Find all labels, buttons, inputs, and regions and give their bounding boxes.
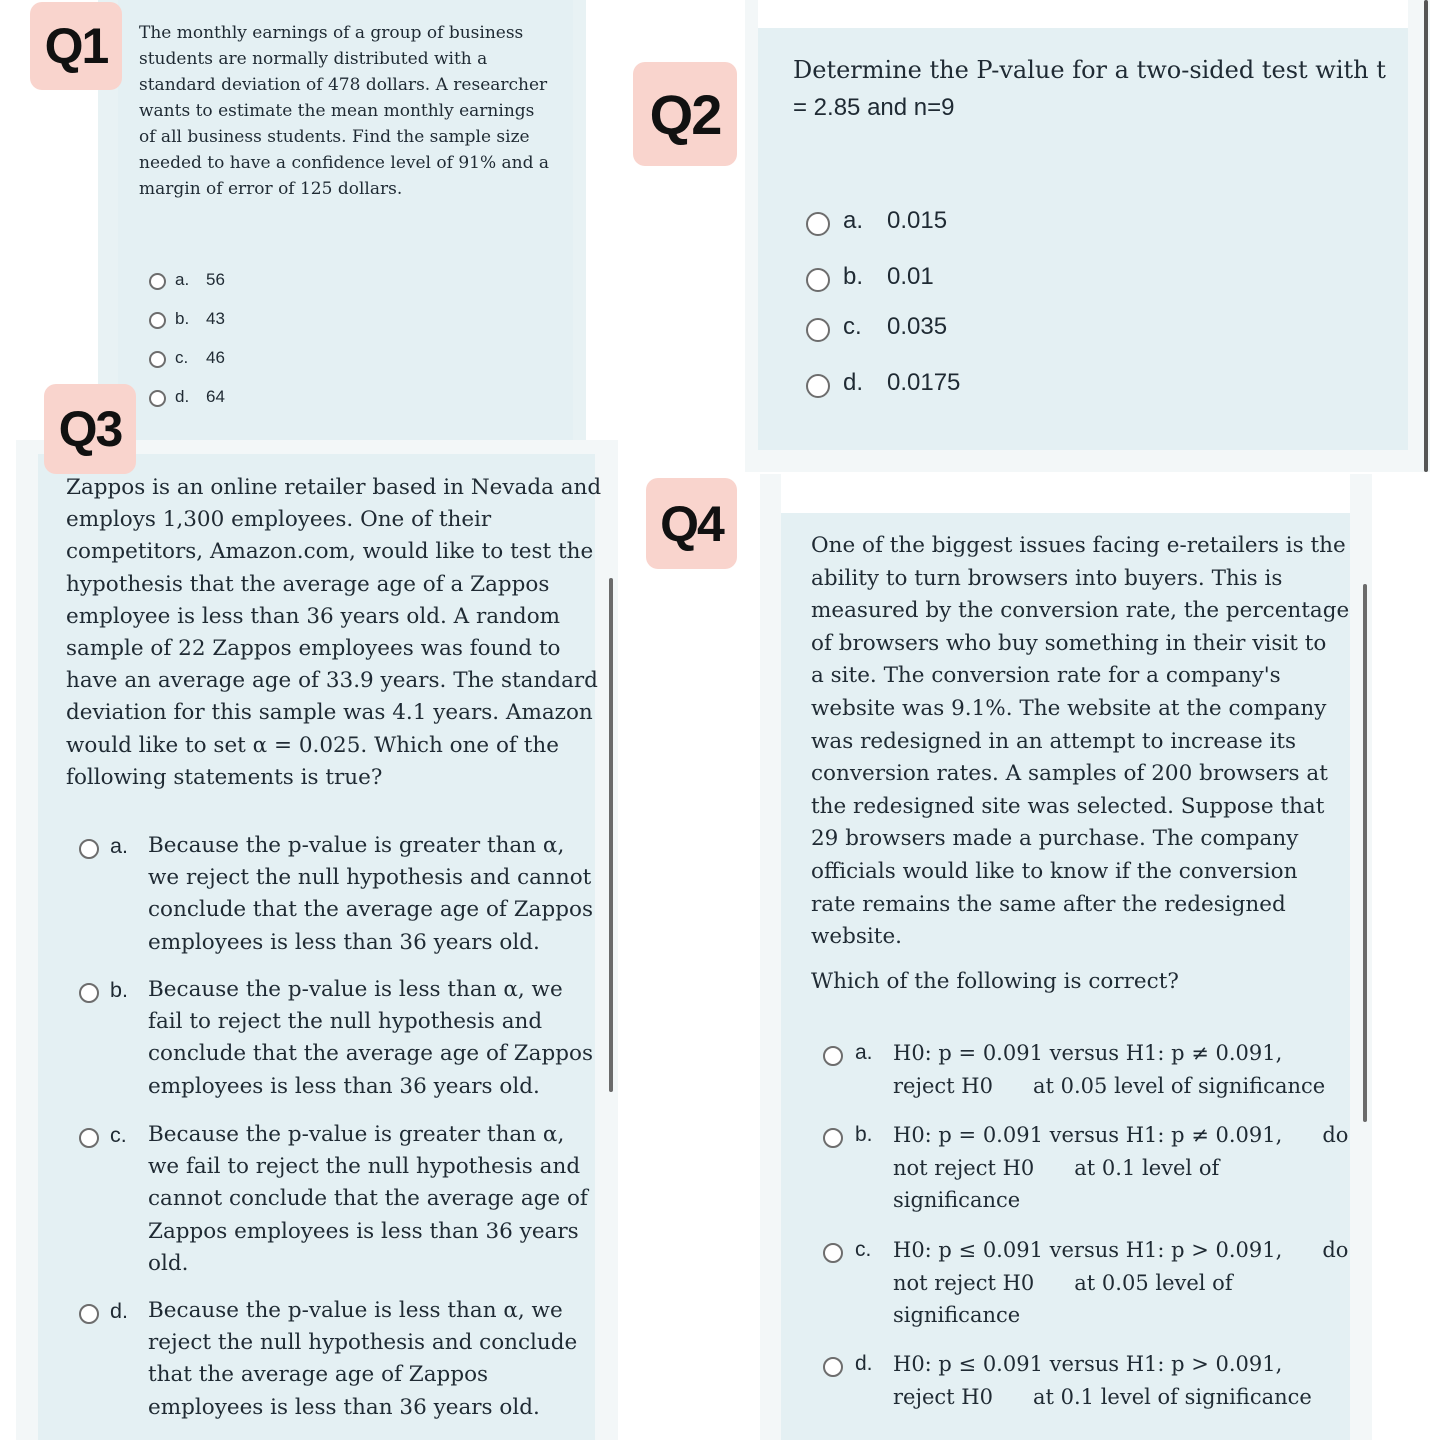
option-text: 56: [206, 270, 225, 289]
option-line: reject H0 at 0.1 level of significance: [893, 1384, 1312, 1409]
radio-button[interactable]: [149, 351, 166, 368]
q4-line: website was 9.1%. The website at the company: [811, 695, 1327, 721]
q4-line: officials would like to know if the conversion: [811, 858, 1298, 884]
option-line: Because the p-value is less than α, we: [148, 977, 563, 1002]
q3-option-a[interactable]: [79, 830, 593, 959]
radio-button[interactable]: [79, 1128, 99, 1148]
option-line: employees is less than 36 years old.: [148, 1073, 540, 1099]
option-letter: b.: [855, 1123, 873, 1146]
q1-line: students are normally distributed with a: [139, 49, 488, 69]
radio-button[interactable]: [823, 1357, 843, 1377]
option-letter: a.: [175, 270, 190, 289]
q4-line: measured by the conversion rate, the percentage: [811, 598, 1350, 624]
q2-option-a[interactable]: [806, 207, 947, 236]
q4-line: was redesigned in an attempt to increase its: [811, 728, 1297, 754]
q4-badge: Q4: [646, 478, 737, 569]
radio-button[interactable]: [806, 374, 830, 398]
option-line: old.: [148, 1250, 189, 1276]
q2-badge: Q2: [633, 62, 737, 166]
radio-button[interactable]: [79, 983, 99, 1003]
q4-option-a[interactable]: [823, 1037, 1325, 1102]
q3-line: deviation for this sample was 4.1 years. Amazon: [66, 700, 593, 726]
q4-line: a site. The conversion rate for a company's: [811, 663, 1281, 689]
option-line: not reject H0 at 0.05 level of: [893, 1270, 1233, 1295]
option-text: 0.01: [887, 263, 934, 290]
q4-line: 29 browsers made a purchase. The company: [811, 826, 1299, 852]
q3-line: following statements is true?: [66, 764, 383, 790]
option-letter: d.: [110, 1299, 128, 1323]
q4-scrollbar[interactable]: [1363, 584, 1367, 1122]
q1-question: [139, 20, 549, 202]
option-text: [893, 1037, 1325, 1102]
option-letter: d.: [175, 387, 190, 406]
option-line: Because the p-value is greater than α,: [148, 833, 565, 858]
option-letter: c.: [855, 1238, 872, 1261]
q4-line: One of the biggest issues facing e-retailers is the: [811, 533, 1346, 558]
option-text: 43: [206, 309, 225, 328]
q2-option-c[interactable]: [806, 313, 947, 342]
q4-line: ability to turn browsers into buyers. This is: [811, 565, 1283, 591]
q4-line: the redesigned site was selected. Suppose that: [811, 793, 1325, 819]
option-line: reject H0 at 0.05 level of significance: [893, 1073, 1326, 1098]
option-line: fail to reject the null hypothesis and: [148, 1009, 543, 1035]
option-text: [148, 1295, 577, 1424]
q1-line: margin of error of 125 dollars.: [139, 179, 403, 199]
radio-button[interactable]: [149, 312, 166, 329]
option-text: 46: [206, 348, 225, 367]
option-letter: c.: [175, 348, 189, 367]
option-line: conclude that the average age of Zappos: [148, 1041, 593, 1067]
q2-option-b[interactable]: [806, 263, 934, 292]
option-letter: c.: [843, 313, 862, 340]
q3-question: [66, 472, 601, 794]
option-line: H0: p = 0.091 versus H1: p ≠ 0.091, do: [893, 1123, 1349, 1147]
q1-line: The monthly earnings of a group of business: [139, 23, 524, 43]
option-line: conclude that the average age of Zappos: [148, 897, 593, 923]
option-line: Because the p-value is greater than α,: [148, 1122, 565, 1147]
q3-option-b[interactable]: [79, 974, 593, 1103]
option-line: Because the p-value is less than α, we: [148, 1298, 563, 1323]
q3-scrollbar[interactable]: [609, 578, 613, 1092]
radio-button[interactable]: [823, 1243, 843, 1263]
option-line: we fail to reject the null hypothesis and: [148, 1154, 581, 1180]
q4-line: conversion rates. A samples of 200 browsers at: [811, 761, 1328, 787]
option-line: we reject the null hypothesis and cannot: [148, 865, 592, 891]
option-text: [893, 1234, 1348, 1332]
q2-option-d[interactable]: [806, 369, 960, 398]
radio-button[interactable]: [806, 268, 830, 292]
q1-line: needed to have a confidence level of 91% and a: [139, 153, 550, 173]
q4-line: of browsers who buy something in their visit to: [811, 630, 1327, 656]
option-letter: b.: [175, 309, 190, 328]
q2-scrollbar[interactable]: [1424, 0, 1428, 472]
q3-line: hypothesis that the average age of a Zappos: [66, 571, 550, 597]
option-text: 0.035: [887, 313, 948, 340]
radio-button[interactable]: [806, 318, 830, 342]
option-line: that the average age of Zappos: [148, 1362, 489, 1388]
option-text: 0.015: [887, 207, 948, 234]
q4-option-d[interactable]: [823, 1348, 1312, 1413]
q1-badge: Q1: [30, 2, 122, 90]
q4-prompt: Which of the following is correct?: [811, 969, 1179, 994]
option-text: [148, 830, 593, 959]
q4-question: [811, 530, 1349, 954]
radio-button[interactable]: [823, 1128, 843, 1148]
radio-button[interactable]: [79, 1304, 99, 1324]
q4-topbar: [781, 474, 1350, 513]
option-line: significance: [893, 1303, 1021, 1327]
option-letter: a.: [110, 834, 128, 858]
option-letter: a.: [843, 207, 864, 234]
q1-line: standard deviation of 478 dollars. A researcher: [139, 75, 548, 95]
option-text: [148, 1119, 588, 1280]
q3-line: sample of 22 Zappos employees was found to: [66, 636, 561, 662]
q2-question: [793, 52, 1386, 126]
q3-line: employs 1,300 employees. One of their: [66, 507, 492, 533]
option-letter: d.: [843, 369, 864, 396]
q4-option-c[interactable]: [823, 1234, 1348, 1332]
q1-option-c[interactable]: [149, 348, 225, 368]
q1-option-b[interactable]: [149, 309, 225, 329]
option-text: 0.0175: [887, 369, 961, 396]
q3-badge: Q3: [44, 384, 136, 474]
option-text: [893, 1348, 1312, 1413]
option-text: 64: [206, 387, 225, 406]
q1-option-a[interactable]: [149, 270, 225, 290]
option-line: cannot conclude that the average age of: [148, 1186, 588, 1212]
option-line: not reject H0 at 0.1 level of: [893, 1155, 1220, 1180]
q3-option-c[interactable]: [79, 1119, 588, 1280]
option-line: Zappos employees is less than 36 years: [148, 1218, 579, 1244]
option-letter: b.: [110, 978, 128, 1002]
radio-button[interactable]: [806, 212, 830, 236]
option-letter: b.: [843, 263, 864, 290]
option-line: significance: [893, 1188, 1021, 1212]
q4-line: rate remains the same after the redesigned: [811, 891, 1286, 917]
option-line: H0: p ≤ 0.091 versus H1: p > 0.091,: [893, 1352, 1283, 1376]
option-letter: c.: [110, 1123, 127, 1147]
option-text: [893, 1119, 1348, 1217]
radio-button[interactable]: [79, 839, 99, 859]
q2-line: Determine the P-value for a two-sided test with t: [793, 56, 1386, 84]
option-line: reject the null hypothesis and conclude: [148, 1330, 578, 1356]
q3-option-d[interactable]: [79, 1295, 577, 1424]
option-text: [148, 974, 593, 1103]
q4-option-b[interactable]: [823, 1119, 1348, 1217]
q4-line: website.: [811, 924, 902, 950]
q3-line: competitors, Amazon.com, would like to test the: [66, 539, 594, 565]
option-line: H0: p = 0.091 versus H1: p ≠ 0.091,: [893, 1041, 1283, 1065]
q3-line: have an average age of 33.9 years. The standard: [66, 668, 598, 694]
option-line: H0: p ≤ 0.091 versus H1: p > 0.091, do: [893, 1238, 1349, 1262]
option-line: employees is less than 36 years old.: [148, 1394, 540, 1420]
option-letter: d.: [855, 1352, 873, 1375]
q1-option-d[interactable]: [149, 387, 225, 407]
q3-line: employee is less than 36 years old. A random: [66, 603, 561, 629]
q2-topbar: [758, 0, 1408, 28]
radio-button[interactable]: [149, 273, 166, 290]
q1-line: of all business students. Find the sample size: [139, 127, 530, 147]
q1-line: wants to estimate the mean monthly earnings: [139, 101, 535, 121]
radio-button[interactable]: [823, 1046, 843, 1066]
q3-line: would like to set α = 0.025. Which one of the: [66, 732, 559, 758]
option-letter: a.: [855, 1041, 873, 1064]
radio-button[interactable]: [149, 390, 166, 407]
q3-line: Zappos is an online retailer based in Nevada and: [66, 475, 602, 500]
option-line: employees is less than 36 years old.: [148, 929, 540, 955]
q2-line: = 2.85 and n=9: [793, 94, 955, 121]
